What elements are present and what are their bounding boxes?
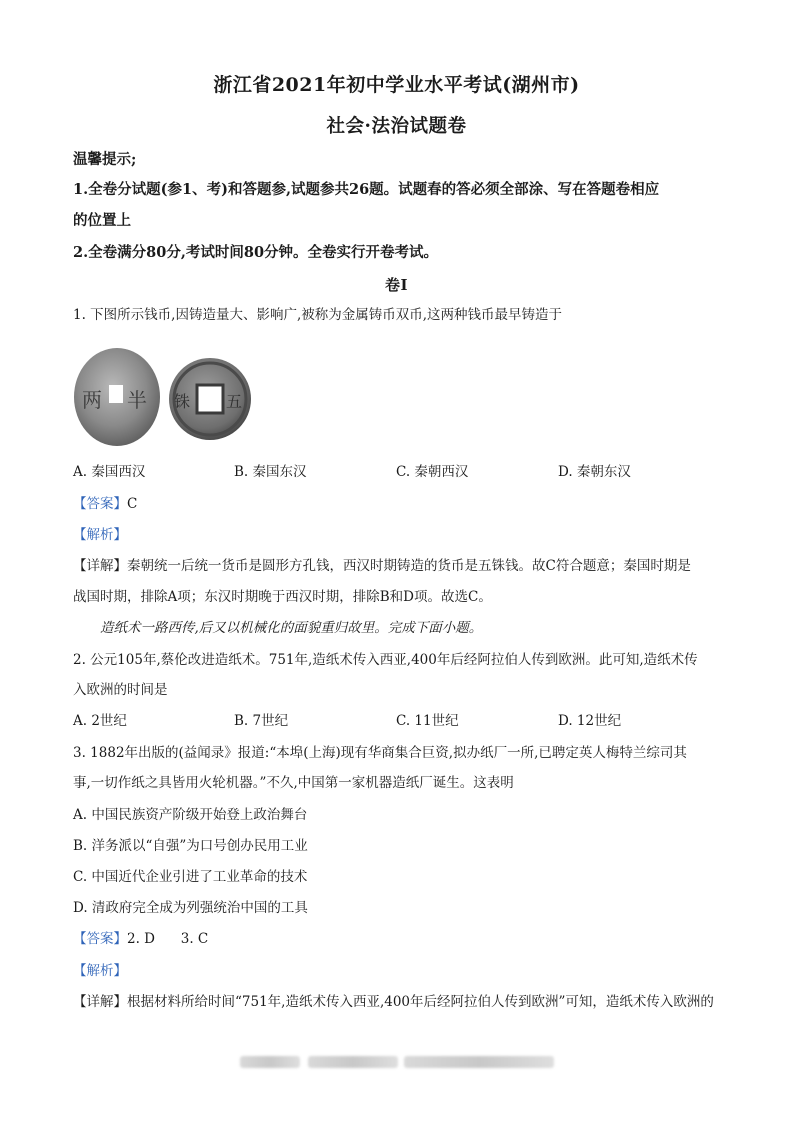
q3-detail-text-1: 根据材料所给时间“751年,造纸术传入西亚,400年后经阿拉伯人传到欧洲”可知，造纸术传入欧洲的 bbox=[127, 994, 714, 1010]
q3-analysis-tag: 【解析】 bbox=[73, 963, 127, 979]
q1-answer-tag: 【答案】 bbox=[73, 496, 127, 512]
q2-stem-2: 入欧洲的时间是 bbox=[73, 682, 168, 698]
q2-stem-1: 2. 公元105年,蔡伦改进造纸术。751年,造纸术传入西亚,400年后经阿拉伯人传到欧洲。此可知,造纸术传 bbox=[73, 652, 698, 668]
material-text: 造纸术一路西传,后又以机械化的面貌重归故里。完成下面小题。 bbox=[100, 620, 483, 636]
q3-stem-1: 3. 1882年出版的(益闻录》报道:“本埠(上海)现有华商集合巨资,拟办纸厂一所,已聘定英人梅特兰综司其 bbox=[73, 745, 687, 761]
q1-option-b: B. 秦国东汉 bbox=[234, 464, 307, 480]
q3-stem-2: 事,一切作纸之具皆用火轮机器。”不久,中国第一家机器造纸厂诞生。这表明 bbox=[73, 775, 514, 791]
q3-option-a: A. 中国民族资产阶级开始登上政治舞台 bbox=[73, 807, 308, 823]
q1-option-c: C. 秦朝西汉 bbox=[396, 464, 469, 480]
coin1-right-glyph: 半 bbox=[127, 388, 147, 412]
footer-watermark-2 bbox=[308, 1056, 398, 1068]
ban-liang-coin bbox=[74, 348, 160, 446]
q1-option-a: A. 秦国西汉 bbox=[73, 464, 146, 480]
page-subtitle: 社会·法治试题卷 bbox=[326, 116, 467, 137]
q1-analysis bbox=[73, 525, 723, 545]
wu-zhu-coin bbox=[169, 358, 251, 440]
q2-option-c: C. 11世纪 bbox=[396, 713, 459, 729]
q1-analysis-tag: 【解析】 bbox=[73, 527, 127, 543]
q2-option-a: A. 2世纪 bbox=[73, 713, 127, 729]
q1-option-d: D. 秦朝东汉 bbox=[558, 464, 631, 480]
notice-line-1: 1.全卷分试题(参1、考)和答题参,试题参共26题。试题春的答必须全部涂、写在答题卷相应 bbox=[73, 181, 660, 198]
q1-stem: 1. 下图所示钱币,因铸造量大、影响广,被称为金属铸币双币,这两种钱币最早铸造于 bbox=[73, 307, 563, 323]
footer-watermark-3 bbox=[404, 1056, 554, 1068]
q2-option-d: D. 12世纪 bbox=[558, 713, 622, 729]
q3-detail-1 bbox=[73, 992, 723, 1012]
q3-detail-tag: 【详解】 bbox=[73, 994, 127, 1010]
q1-detail-1 bbox=[73, 556, 723, 576]
notice-heading: 温馨提示; bbox=[73, 151, 137, 168]
q1-answer bbox=[73, 494, 723, 514]
section-label: 卷I bbox=[384, 276, 409, 294]
q3-option-c: C. 中国近代企业引进了工业革命的技术 bbox=[73, 869, 308, 885]
q1-detail-tag: 【详解】 bbox=[73, 558, 127, 574]
q3-option-d: D. 清政府完全成为列强统治中国的工具 bbox=[73, 900, 308, 916]
q1-answer-value: C bbox=[127, 496, 138, 512]
q3-option-b: B. 洋务派以“自强”为口号创办民用工业 bbox=[73, 838, 308, 854]
q3-answer bbox=[73, 929, 723, 949]
q1-detail-text-1: 秦朝统一后统一货币是圆形方孔钱，西汉时期铸造的货币是五铢钱。故C符合题意；秦国时期是 bbox=[127, 558, 691, 574]
coin2-left-glyph: 铢 bbox=[174, 392, 191, 411]
page-title: 浙江省2021年初中学业水平考试(湖州市) bbox=[213, 74, 580, 96]
notice-line-2: 2.全卷满分80分,考试时间80分钟。全卷实行开卷考试。 bbox=[73, 244, 439, 261]
coin1-left-glyph: 两 bbox=[82, 388, 102, 412]
footer-watermark-1 bbox=[240, 1056, 300, 1068]
q2-option-b: B. 7世纪 bbox=[234, 713, 289, 729]
coins-image bbox=[72, 345, 262, 450]
q3-answer-tag: 【答案】 bbox=[73, 931, 127, 947]
coin2-right-glyph: 五 bbox=[226, 392, 243, 411]
q3-answer-value: 2. D 3. C bbox=[127, 931, 209, 947]
coins-figure bbox=[72, 345, 262, 450]
notice-line-1b: 的位置上 bbox=[73, 212, 131, 229]
q1-detail-2: 战国时期，排除A项；东汉时期晚于西汉时期，排除B和D项。故选C。 bbox=[73, 589, 492, 605]
q3-analysis bbox=[73, 961, 723, 981]
